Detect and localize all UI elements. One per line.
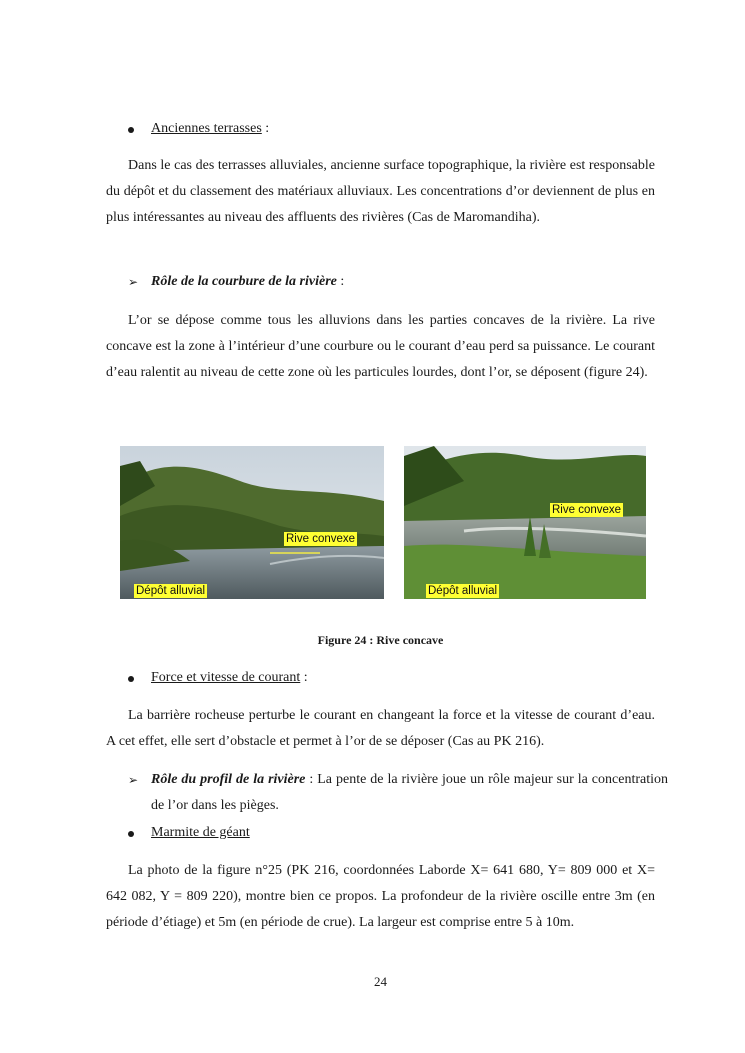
round-bullet-icon <box>128 820 148 847</box>
paragraph-force: La barrière rocheuse perturbe le courant en changeant la force et la vitesse de courant d’eau. A cet effet, elle sert d’obstacle et permet à l’or de se déposer (Cas au PK 216). <box>106 708 655 749</box>
paragraph-courbure: L’or se dépose comme tous les alluvions dans les parties concaves de la rivière. La rive concave est la zone à l’intérieur d’une courbure ou le courant d’eau perd sa puissance. Le courant d’eau ralentit au niveau de cette zone où les particules lourdes, dont l’or, se déposent (figure 24). <box>106 313 655 380</box>
heading-profil: Rôle du profil de la rivière <box>151 772 306 787</box>
page-number: 24 <box>374 974 387 989</box>
label-depot-alluvial-left: Dépôt alluvial <box>136 585 206 597</box>
heading-force-vitesse: Force et vitesse de courant <box>151 670 301 685</box>
photo-left-river <box>120 446 384 599</box>
bullet-profil <box>128 767 668 819</box>
figure-caption: Figure 24 : Rive concave <box>317 633 444 647</box>
paragraph-marmite: La photo de la figure n°25 (PK 216, coordonnées Laborde X= 641 680, Y= 809 000 et X= 642 082, Y = 809 220), montre bien ce propos. La profondeur de la rivière oscille entre 3m (en période d’étiage) et 5m (en période de crue). La largeur est comprise entre 5 à 10m. <box>106 863 655 930</box>
bullet-courbure: ➢ Rôle de la courbure de la rivière : <box>128 269 668 295</box>
label-rive-convexe-right: Rive convexe <box>552 504 622 516</box>
paragraph-terrasses: Dans le cas des terrasses alluviales, ancienne surface topographique, la rivière est responsable du dépôt et du classement des matériaux alluviaux. Les concentrations d’or deviennent de plus en plus intéressantes au niveau des affluents des rivières (Cas de Maromandiha). <box>106 158 655 225</box>
label-depot-alluvial-right: Dépôt alluvial <box>428 585 498 597</box>
heading-courbure: Rôle de la courbure de la rivière <box>151 274 337 289</box>
bullet-marmite <box>128 820 668 846</box>
profil-text: : La pente de la rivière joue un rôle majeur sur la concentration de l’or dans les pièges. <box>151 772 668 813</box>
label-rive-convexe-left: Rive convexe <box>286 533 356 545</box>
bullet-anciennes-terrasses: Anciennes terrasses : <box>128 116 668 142</box>
photo-right-river <box>404 446 646 599</box>
heading-anciennes-terrasses: Anciennes terrasses <box>151 121 262 136</box>
bullet-force-vitesse: Force et vitesse de courant : <box>128 665 668 691</box>
arrow-bullet-icon: ➢ <box>128 773 139 787</box>
arrow-bullet-icon: ➢ <box>128 275 139 289</box>
round-bullet-icon <box>128 665 148 692</box>
round-bullet-icon <box>128 116 148 143</box>
heading-marmite: Marmite de géant <box>151 825 250 840</box>
